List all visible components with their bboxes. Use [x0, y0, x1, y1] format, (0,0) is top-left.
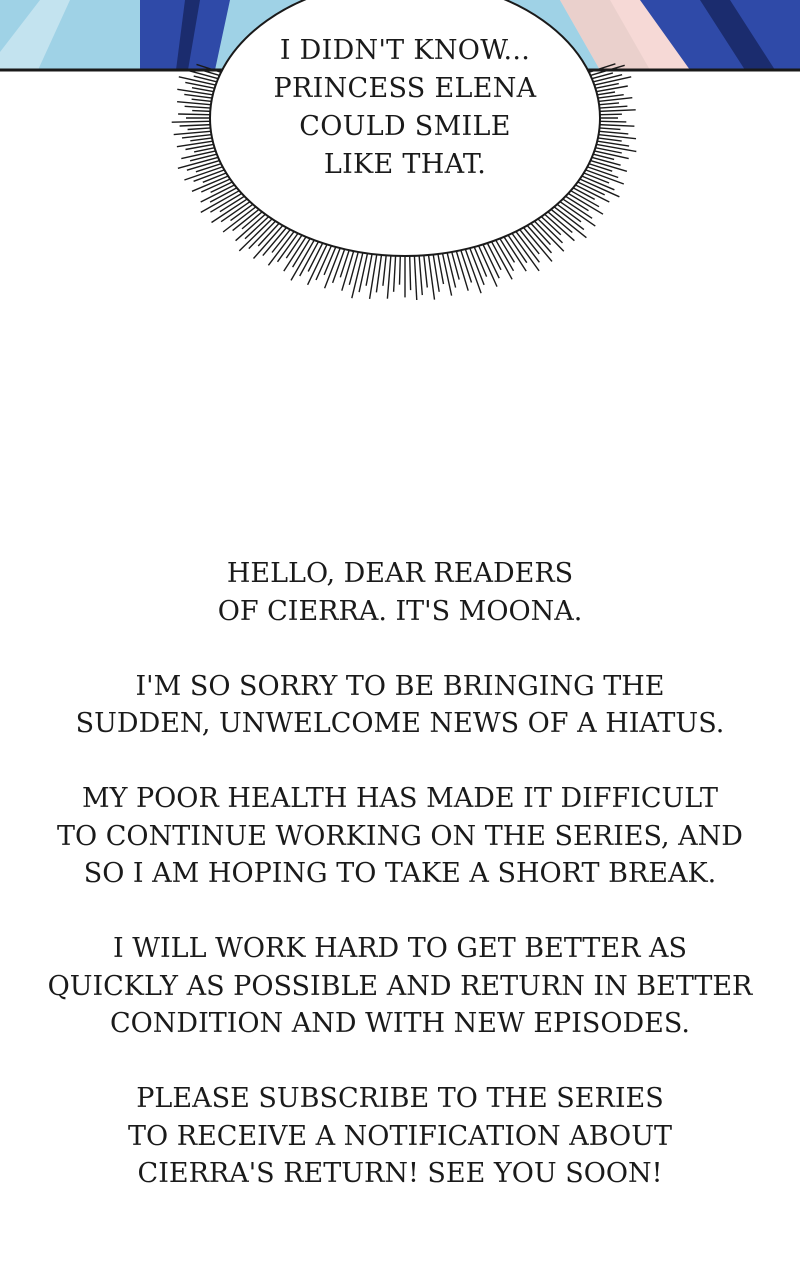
notice-line: MY POOR HEALTH HAS MADE IT DIFFICULT	[81, 783, 719, 814]
burst-line	[542, 212, 575, 241]
burst-line	[182, 134, 215, 138]
burst-line	[414, 252, 417, 300]
burst-line	[180, 125, 215, 127]
burst-line	[293, 235, 313, 267]
hiatus-notice	[20, 555, 780, 1230]
notice-line: I WILL WORK HARD TO GET BETTER AS	[113, 933, 687, 964]
burst-line	[184, 166, 226, 181]
burst-line	[376, 251, 382, 292]
burst-line	[578, 175, 614, 190]
notice-line: QUICKLY AS POSSIBLE AND RETURN IN BETTER	[47, 970, 753, 1002]
notice-line: TO RECEIVE A NOTIFICATION ABOUT	[128, 1120, 672, 1152]
burst-line	[177, 89, 216, 95]
notice-line: HELLO, DEAR READERS	[226, 558, 574, 589]
notice-line: CONDITION AND WITH NEW EPISODES.	[110, 1008, 690, 1039]
notice-line: TO CONTINUE WORKING ON THE SERIES, AND	[57, 820, 743, 852]
burst-line	[592, 86, 627, 92]
burst-line	[567, 189, 599, 207]
notice-line: SO I AM HOPING TO TAKE A SHORT BREAK.	[83, 858, 717, 889]
burst-line	[442, 250, 452, 296]
burst-line	[477, 242, 497, 287]
burst-line	[423, 251, 427, 287]
burst-line	[551, 204, 584, 229]
burst-line	[258, 220, 282, 246]
burst-line	[596, 110, 636, 112]
burst-line	[419, 252, 423, 296]
speech-line: PRINCESS ELENA	[273, 73, 537, 104]
burst-line	[460, 246, 472, 282]
notice-paragraph	[20, 555, 780, 630]
burst-line	[383, 251, 387, 285]
notice-paragraph	[20, 930, 780, 1043]
notice-paragraph	[20, 1080, 780, 1193]
burst-line	[517, 226, 539, 254]
burst-line	[349, 248, 359, 285]
burst-line	[172, 121, 214, 122]
burst-line	[178, 114, 214, 115]
burst-line	[177, 102, 215, 105]
burst-line	[268, 228, 296, 265]
burst-line	[177, 141, 217, 147]
burst-line	[494, 237, 514, 271]
notice-line: SUDDEN, UNWELCOME NEWS OF A HIATUS.	[75, 708, 725, 739]
burst-line	[236, 212, 269, 241]
notice-line: OF CIERRA. IT'S MOONA.	[217, 595, 583, 627]
notice-line: PLEASE SUBSCRIBE TO THE SERIES	[136, 1083, 664, 1114]
notice-paragraph	[20, 780, 780, 893]
burst-line	[565, 191, 603, 214]
notice-line: CIERRA'S RETURN! SEE YOU SOON!	[137, 1158, 663, 1189]
speech-line: LIKE THAT.	[323, 149, 487, 180]
burst-line	[174, 131, 215, 135]
speech-line: COULD SMILE	[299, 111, 511, 142]
speech-bubble-text	[235, 32, 575, 184]
burst-line	[359, 250, 368, 293]
burst-line	[582, 169, 624, 185]
burst-line	[446, 249, 455, 288]
burst-line	[249, 218, 278, 248]
speech-line: I DIDN'T KNOW...	[279, 35, 531, 66]
notice-paragraph	[20, 668, 780, 743]
burst-line	[592, 144, 636, 152]
burst-line	[300, 238, 321, 276]
burst-line	[185, 82, 218, 89]
burst-line	[410, 252, 411, 290]
notice-line: I'M SO SORRY TO BE BRINGING THE	[135, 670, 665, 702]
burst-line	[589, 75, 622, 83]
burst-line	[596, 125, 635, 127]
burst-line	[394, 252, 396, 292]
burst-line	[387, 252, 391, 299]
burst-line	[210, 186, 240, 202]
burst-line	[506, 232, 527, 263]
